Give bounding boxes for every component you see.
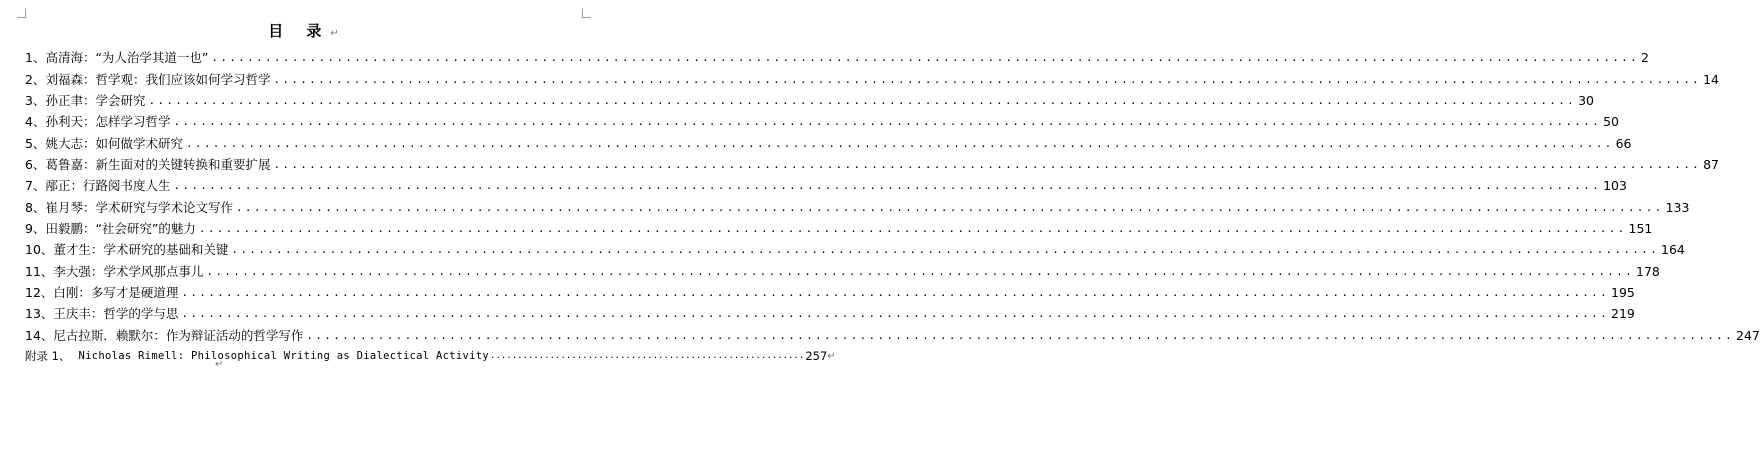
- toc-entry[interactable]: [25, 65, 1719, 87]
- margin-corner-right: [582, 9, 591, 18]
- toc-entry-label: 10、董才生：学术研究的基础和关键: [25, 242, 229, 258]
- toc-entry-page: 178: [1636, 263, 1660, 279]
- toc-entry[interactable]: [25, 193, 1690, 215]
- toc-entry-page: 151: [1628, 220, 1653, 236]
- toc-entry-page: 164: [1661, 242, 1685, 258]
- toc-entry-page: 30: [1578, 92, 1594, 108]
- toc-entry-label: 5、姚大志：如何做学术研究: [25, 135, 183, 151]
- toc-leader: ................................................................................................................................................................: [273, 157, 1702, 171]
- toc-entry[interactable]: [25, 215, 1653, 236]
- toc-appendix-entry[interactable]: [25, 343, 836, 364]
- toc-entry[interactable]: [25, 321, 1760, 343]
- toc-entry[interactable]: [25, 300, 1635, 322]
- toc-entry-label: 11、李大强：学术学风那点事儿: [25, 263, 204, 279]
- toc-leader: ................................................................................................................................................................: [148, 93, 1577, 107]
- toc-entry-page: 247: [1736, 327, 1760, 343]
- toc-entry-page: 195: [1611, 284, 1635, 300]
- toc-entry[interactable]: [25, 87, 1594, 108]
- toc-entry-label: 4、孙利天：怎样学习哲学: [25, 114, 171, 130]
- toc-entry-label: 7、邴正：行路阅书度人生: [25, 178, 171, 194]
- paragraph-mark-icon: ↵: [215, 359, 224, 370]
- toc-entry-page: 87: [1703, 156, 1719, 172]
- margin-corner-left: [17, 9, 26, 18]
- toc-entry-label: 14、尼古拉斯．赖默尔：作为辩证活动的哲学写作: [25, 327, 304, 343]
- toc-entry[interactable]: [25, 108, 1619, 130]
- toc-entry-page: 66: [1615, 135, 1632, 151]
- toc-title-text: 目 录: [268, 22, 331, 40]
- toc-appendix-prefix: 附录 1、: [25, 348, 71, 363]
- toc-leader: ................................................................................................................................................................: [231, 243, 1660, 257]
- paragraph-mark-icon: ↵: [827, 350, 836, 362]
- toc-leader: ................................................................................................................................................................: [185, 136, 1614, 150]
- toc-leader: ................................................................................................................................................................: [173, 115, 1602, 129]
- toc-entry[interactable]: [25, 236, 1685, 258]
- toc-leader: ................................................................................................................................................................: [198, 221, 1627, 235]
- toc-entry-label: 9、田毅鹏：“社会研究”的魅力: [25, 220, 196, 236]
- toc-entry-page: 50: [1603, 114, 1619, 130]
- toc-entry[interactable]: [25, 129, 1632, 151]
- toc-entry[interactable]: [25, 279, 1635, 300]
- toc-leader: ..........................................................: [490, 350, 805, 361]
- toc-entry-label: 13、王庆丰：哲学的学与思: [25, 306, 179, 322]
- toc-entry-label: 1、高清海：“为人治学其道一也”: [25, 50, 209, 66]
- toc-entry-label: 6、葛鲁嘉：新生面对的关键转换和重要扩展: [25, 156, 271, 172]
- toc-entry-page: 2: [1641, 50, 1649, 66]
- toc-appendix-page: 257: [805, 348, 828, 363]
- toc-leader: ................................................................................................................................................................: [206, 264, 1635, 278]
- toc-entry-page: 14: [1703, 71, 1719, 87]
- paragraph-mark-icon: ↵: [330, 28, 339, 39]
- toc-leader: ................................................................................................................................................................: [273, 72, 1702, 86]
- toc-entry-page: 219: [1611, 306, 1635, 322]
- toc-entry[interactable]: [25, 44, 1649, 66]
- toc-leader: ................................................................................................................................................................: [235, 200, 1664, 214]
- table-of-contents: [25, 44, 1760, 364]
- toc-appendix-label: Nicholas Rimell: Philosophical Writing as Dialectical Activity: [78, 349, 490, 362]
- toc-leader: ................................................................................................................................................................: [211, 51, 1640, 65]
- toc-entry-page: 103: [1603, 178, 1627, 194]
- toc-leader: ................................................................................................................................................................: [306, 328, 1735, 342]
- toc-entry[interactable]: [25, 172, 1627, 194]
- toc-entry-page: 133: [1665, 199, 1690, 215]
- toc-entry-label: 3、孙正聿：学会研究: [25, 92, 146, 108]
- toc-entry-label: 12、白刚：多写才是硬道理: [25, 284, 179, 300]
- toc-entry-label: 8、崔月琴：学术研究与学术论文写作: [25, 199, 233, 215]
- toc-leader: ................................................................................................................................................................: [181, 307, 1610, 321]
- toc-entry[interactable]: [25, 257, 1660, 279]
- toc-entry[interactable]: [25, 151, 1719, 172]
- toc-title: [0, 20, 607, 42]
- toc-entry-label: 2、刘福森：哲学观：我们应该如何学习哲学: [25, 71, 271, 87]
- toc-leader: ................................................................................................................................................................: [173, 179, 1602, 193]
- toc-leader: ................................................................................................................................................................: [181, 285, 1610, 299]
